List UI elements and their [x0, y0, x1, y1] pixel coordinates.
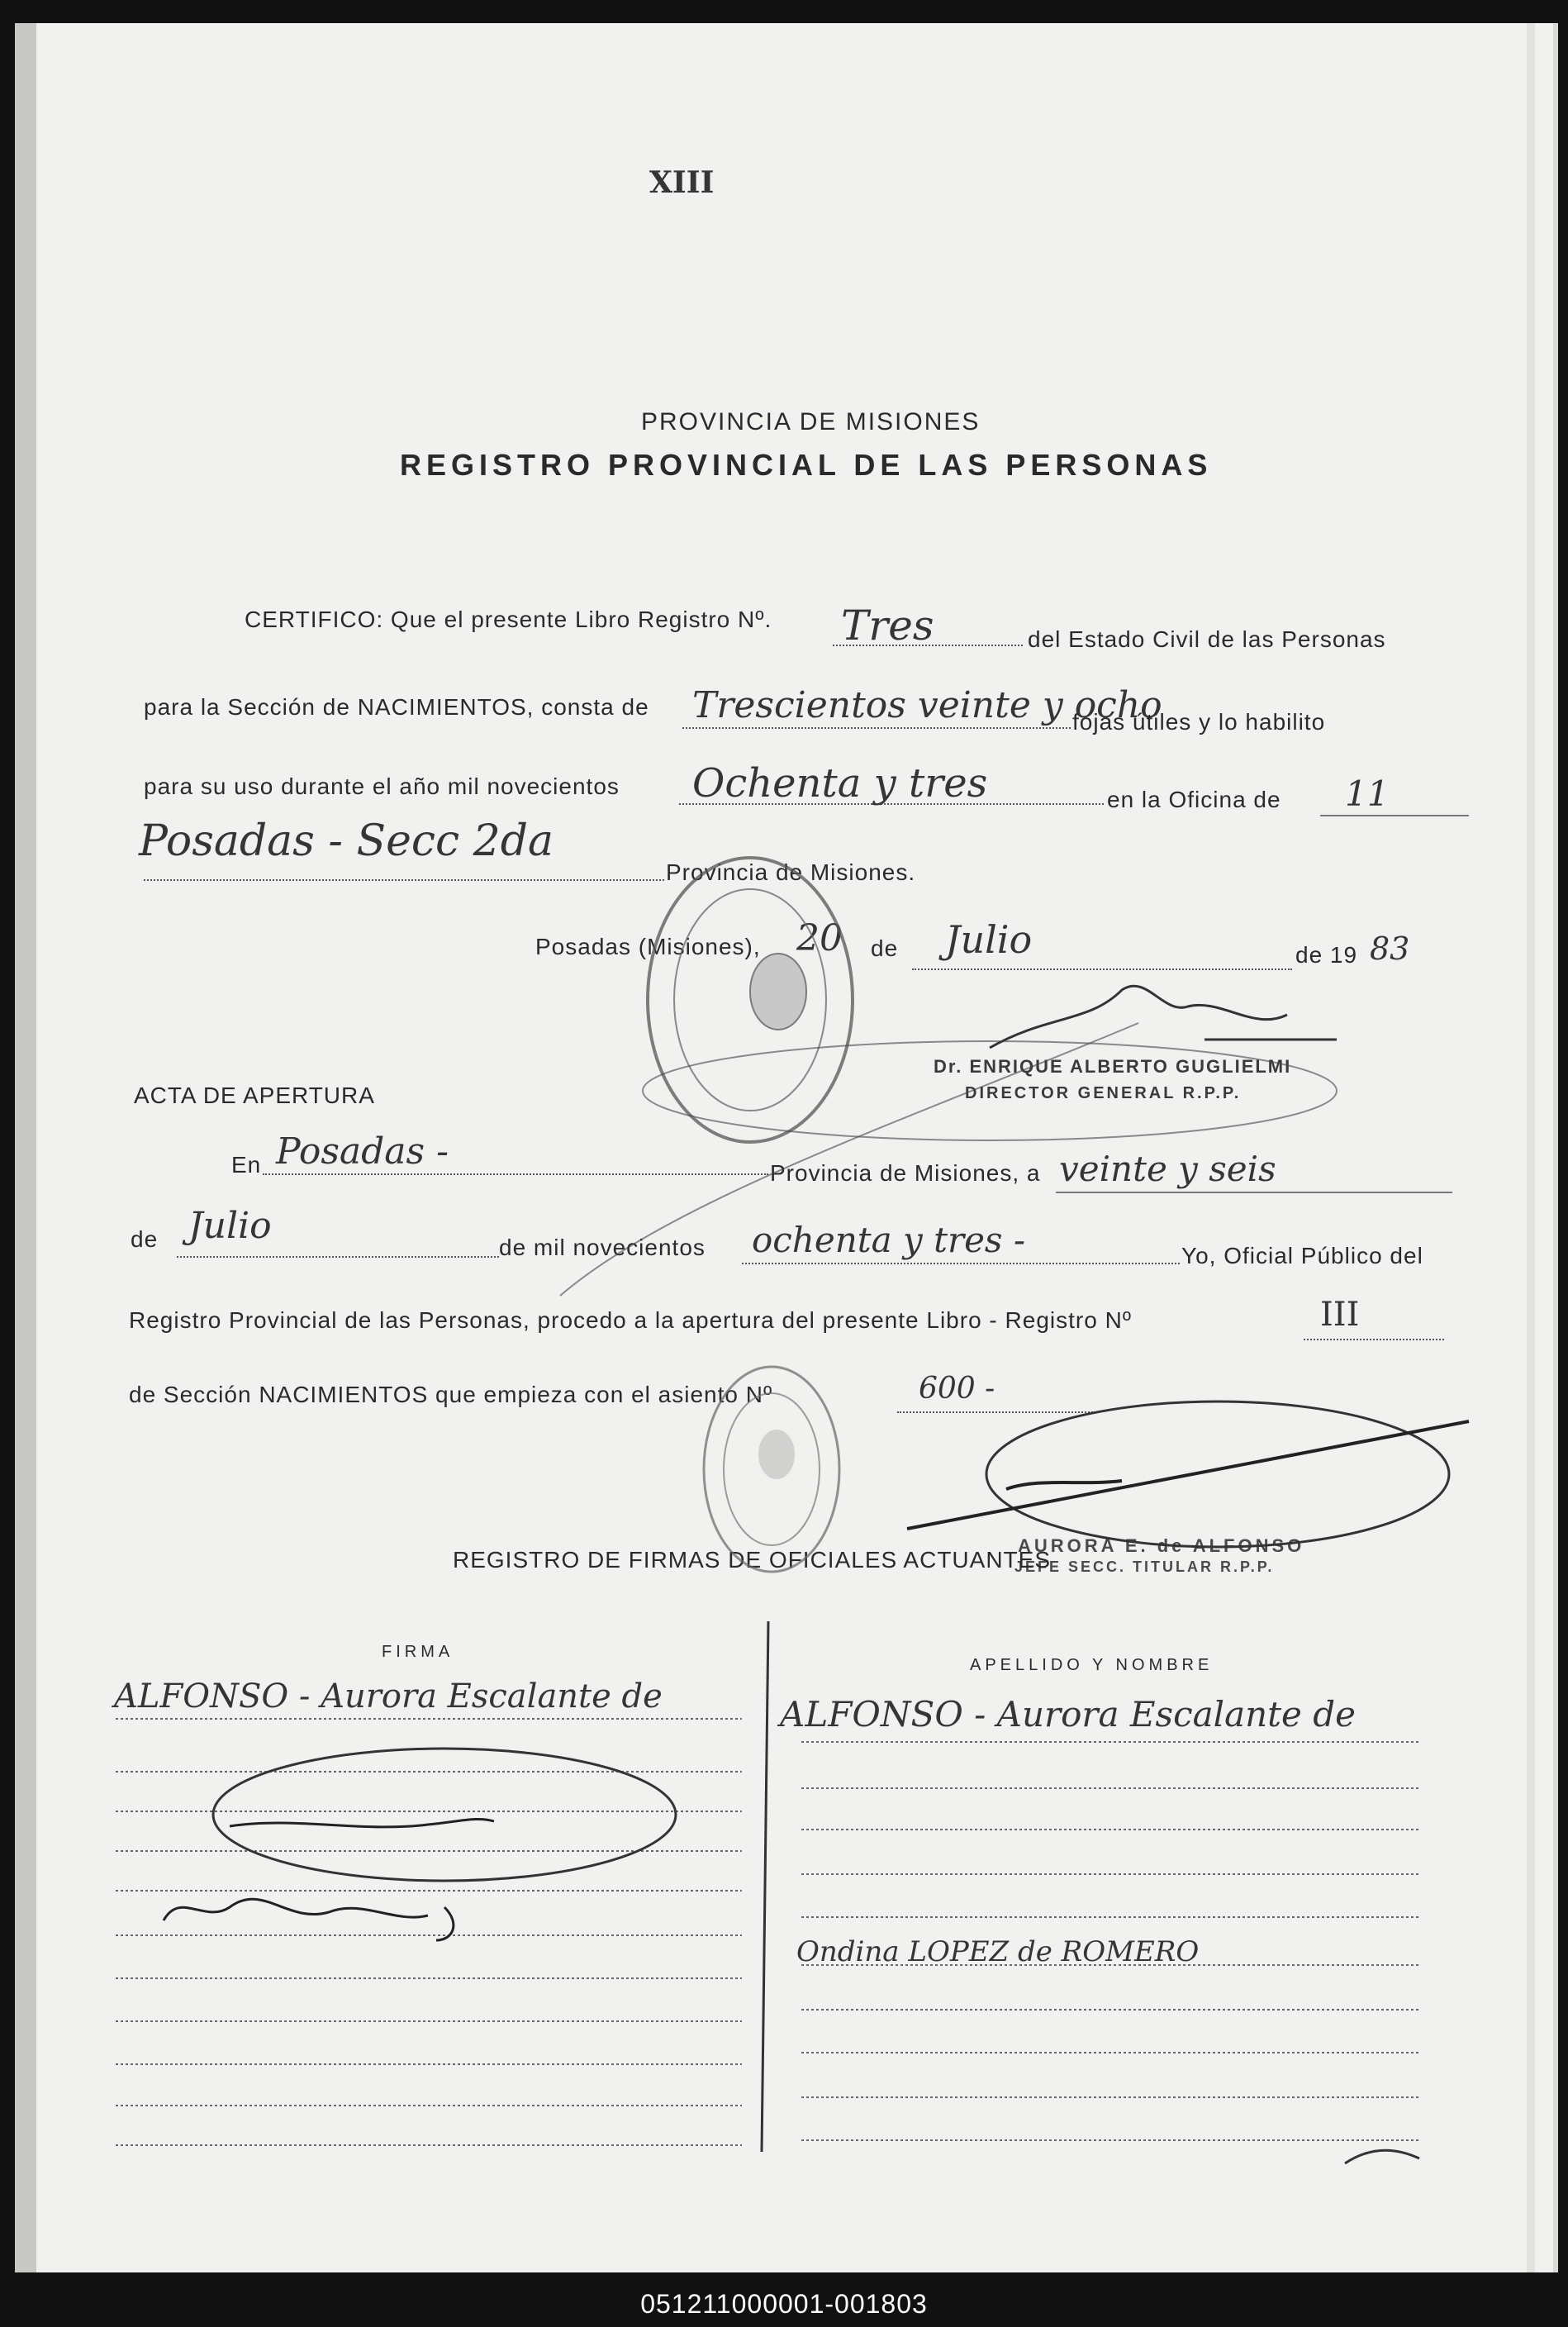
apertura-title: ACTA DE APERTURA — [134, 1083, 375, 1108]
year-prefix: de 19 — [1295, 942, 1358, 968]
apertura-asiento-handwritten: 600 - — [919, 1372, 995, 1406]
page-number: XIII — [649, 165, 715, 200]
apertura-year-handwritten: ochenta y tres - — [752, 1220, 1026, 1260]
firma-signature-loop-1 — [213, 1749, 676, 1881]
apertura-asiento-line: de Sección NACIMIENTOS que empieza con el asiento Nº — [129, 1382, 773, 1407]
firma-signature-2 — [164, 1899, 454, 1940]
director-signature — [990, 986, 1337, 1048]
firmas-title: REGISTRO DE FIRMAS DE OFICIALES ACTUANTES — [453, 1547, 1051, 1573]
year-words-handwritten: Ochenta y tres — [692, 760, 988, 807]
document-graphics — [15, 23, 1553, 2272]
office-name-handwritten: Posadas - Secc 2da — [139, 816, 554, 866]
cert-line3-prefix: para su uso durante el año mil novecientos — [144, 773, 620, 799]
registry-heading: REGISTRO PROVINCIAL DE LAS PERSONAS — [400, 448, 1213, 482]
col-firma-header: FIRMA — [382, 1643, 454, 1661]
nombre-row-1: ALFONSO - Aurora Escalante de — [780, 1694, 1356, 1735]
officer-name-stamp: AURORA E. de ALFONSO — [1018, 1535, 1305, 1556]
apertura-de-label: de — [131, 1226, 159, 1252]
official-seal-bottom — [704, 1367, 839, 1572]
director-signature-loop — [643, 1041, 1337, 1140]
apertura-officer-label: Yo, Oficial Público del — [1181, 1243, 1423, 1268]
cert-line1-suffix: del Estado Civil de las Personas — [1028, 626, 1386, 652]
place-label: Posadas (Misiones), — [535, 934, 761, 959]
col-nombre-header: APELLIDO Y NOMBRE — [970, 1656, 1214, 1674]
cert-line3-middle: en la Oficina de — [1107, 787, 1281, 812]
apertura-procede-line: Registro Provincial de las Personas, procedo a la apertura del presente Libro - Registro Nº — [129, 1307, 1133, 1333]
nombre-row-2: Ondina LOPEZ de ROMERO — [796, 1935, 1200, 1968]
apertura-month-handwritten: Julio — [188, 1205, 272, 1247]
director-title: DIRECTOR GENERAL R.P.P. — [965, 1084, 1242, 1102]
officer-signature — [907, 1421, 1469, 1529]
scan-footer-code: 051211000001-001803 — [640, 2289, 928, 2319]
apertura-year-label: de mil novecientos — [499, 1235, 706, 1260]
apertura-day-handwritten: veinte y seis — [1059, 1149, 1276, 1189]
firma-signature-1 — [230, 1819, 494, 1826]
apertura-en-label: En — [231, 1152, 262, 1178]
office-number-handwritten: 11 — [1345, 773, 1390, 814]
officer-signature-loop — [986, 1401, 1449, 1547]
cert-line4-suffix: Provincia de Misiones. — [666, 859, 916, 885]
book-number-handwritten: Tres — [841, 602, 934, 650]
margin-mark — [1345, 2150, 1419, 2163]
month-handwritten: Julio — [945, 917, 1033, 962]
column-divider — [762, 1621, 768, 2152]
day-handwritten: 20 — [796, 917, 843, 959]
director-signature-stroke — [560, 1023, 1138, 1296]
cert-line2-suffix: fojas útiles y lo habilito — [1072, 709, 1326, 735]
date-de-label: de — [871, 935, 899, 961]
firma-row-1: ALFONSO - Aurora Escalante de — [114, 1677, 663, 1716]
apertura-province-label: Provincia de Misiones, a — [770, 1160, 1041, 1186]
director-name: Dr. ENRIQUE ALBERTO GUGLIELMI — [934, 1056, 1292, 1077]
officer-title-stamp: JEFE SECC. TITULAR R.P.P. — [1014, 1558, 1275, 1575]
year-suffix-handwritten: 83 — [1370, 930, 1410, 967]
document-page — [15, 23, 1558, 2272]
official-seal-top — [648, 858, 853, 1142]
apertura-place-handwritten: Posadas - — [276, 1130, 449, 1173]
province-heading: PROVINCIA DE MISIONES — [641, 408, 981, 435]
pages-count-handwritten: Trescientos veinte y ocho — [692, 684, 1162, 726]
nombre-lines — [801, 1742, 1419, 2140]
apertura-book-handwritten: III — [1320, 1296, 1360, 1334]
cert-line2-prefix: para la Sección de NACIMIENTOS, consta de — [144, 694, 649, 720]
cert-line1-prefix: CERTIFICO: Que el presente Libro Registro Nº. — [245, 607, 772, 632]
